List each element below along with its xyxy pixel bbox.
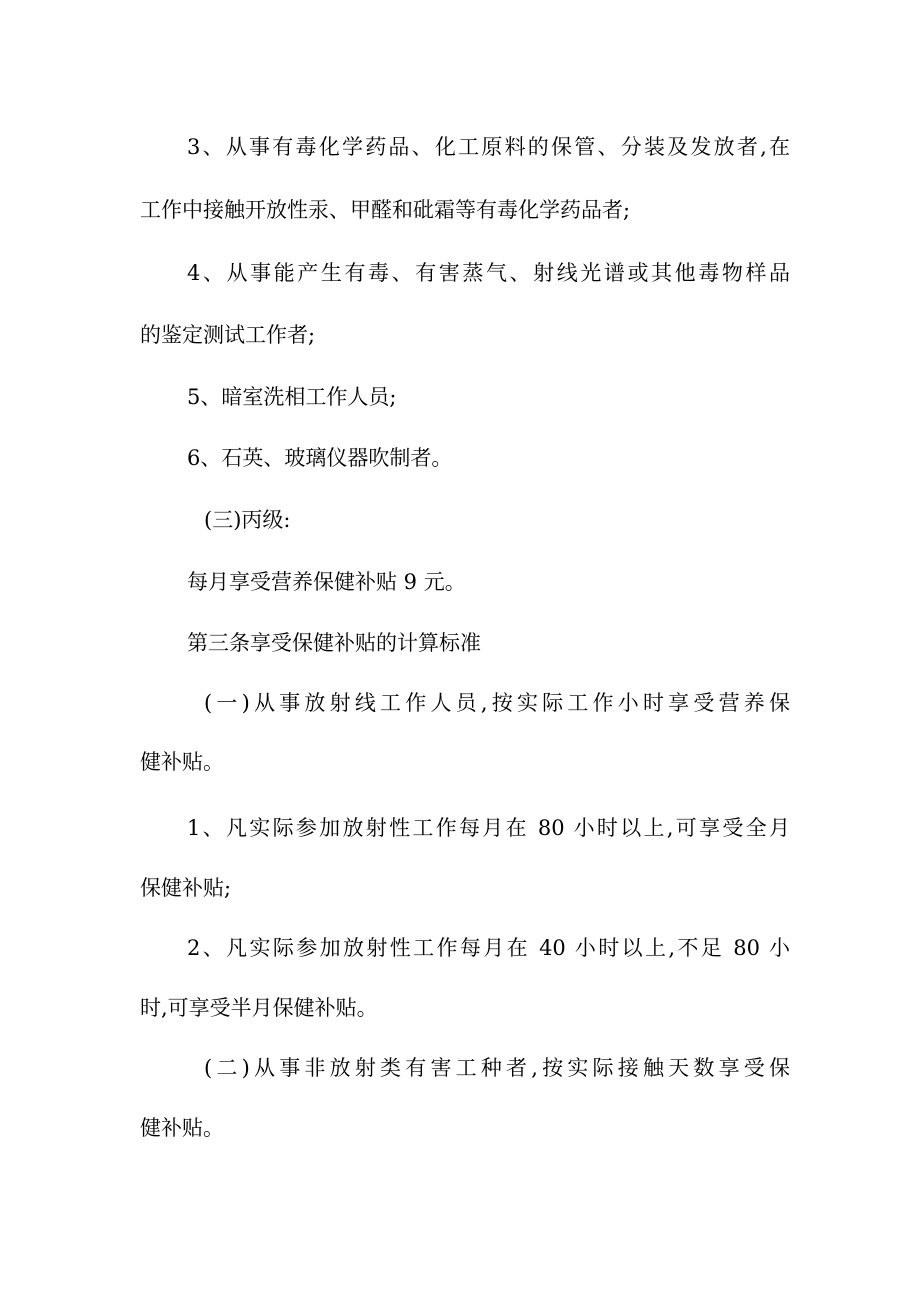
paragraph-line: 6、石英、玻璃仪器吹制者。 [187,446,453,470]
paragraph-line: 每月享受营养保健补贴 9 元。 [187,570,466,594]
paragraph-line: 工作中接触开放性汞、甲醛和砒霜等有毒化学药品者; [140,198,631,222]
paragraph-line: 健补贴。 [140,1116,224,1140]
paragraph-line: 5、暗室洗相工作人员; [187,385,397,409]
paragraph-line: 的鉴定测试工作者; [140,323,316,347]
paragraph-line: 健补贴。 [140,750,224,774]
paragraph-line: (一)从事放射线工作人员,按实际工作小时享受营养保 [204,691,790,715]
paragraph-line: 4、从事能产生有毒、有害蒸气、射线光谱或其他毒物样品 [187,261,790,285]
paragraph-line: (二)从事非放射类有害工种者,按实际接触天数享受保 [204,1056,790,1080]
paragraph-line: 时,可享受半月保健补贴。 [140,996,378,1020]
article-heading: 第三条享受保健补贴的计算标准 [187,631,481,655]
section-heading: (三)丙级: [204,508,291,532]
paragraph-line: 3、从事有毒化学药品、化工原料的保管、分装及发放者,在 [187,135,790,159]
paragraph-line: 1、凡实际参加放射性工作每月在 80 小时以上,可享受全月 [187,816,790,840]
paragraph-line: 保健补贴; [140,876,232,900]
paragraph-line: 2、凡实际参加放射性工作每月在 40 小时以上,不足 80 小 [187,936,790,960]
